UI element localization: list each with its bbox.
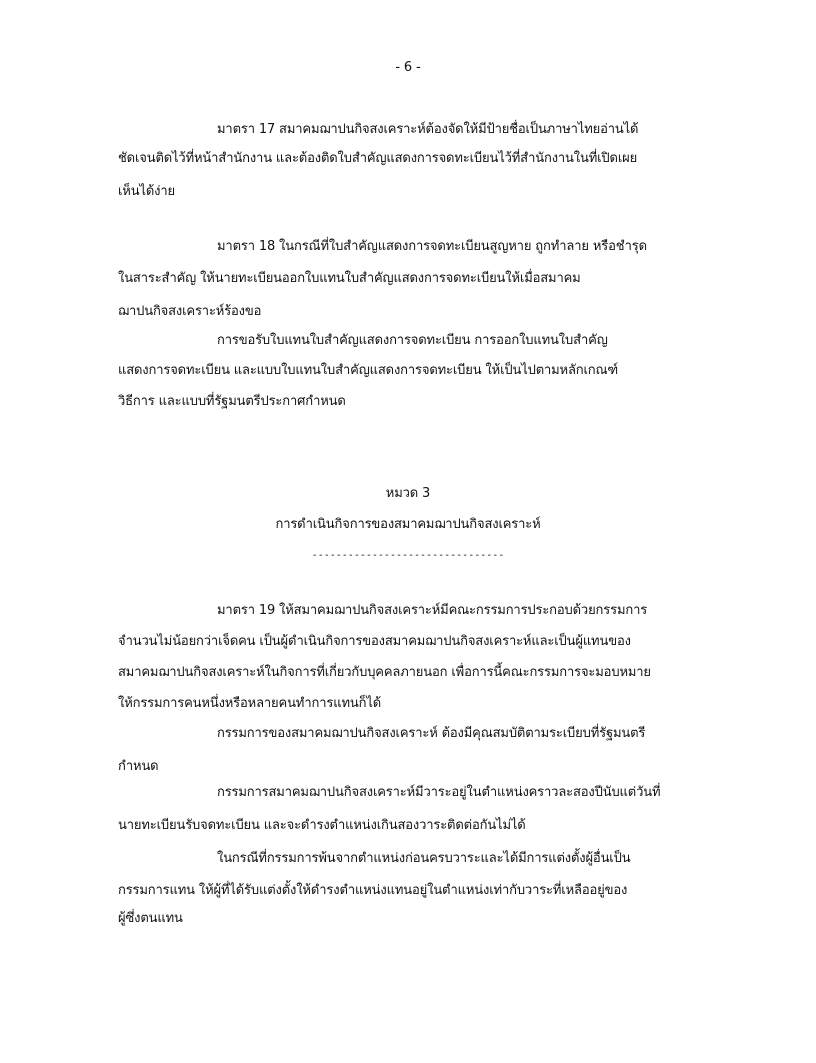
section-18-line: ในสาระสำคัญ ให้นายทะเบียนออกใบแทนใบสำคัญแสดงการจดทะเบียนให้เมื่อสมาคม bbox=[118, 271, 581, 286]
section-17-line: เห็นได้ง่าย bbox=[118, 184, 175, 199]
section-19-line: ให้กรรมการคนหนึ่งหรือหลายคนทำการแทนก็ได้ bbox=[118, 696, 382, 711]
section-19-line: นายทะเบียนรับจดทะเบียน และจะดำรงตำแหน่งเกินสองวาระติดต่อกันไม่ได้ bbox=[118, 818, 526, 833]
section-17-line: มาตรา 17 สมาคมฌาปนกิจสงเคราะห์ต้องจัดให้มีป้ายชื่อเป็นภาษาไทยอ่านได้ bbox=[217, 122, 639, 137]
section-17-line: ชัดเจนติดไว้ที่หน้าสำนักงาน และต้องติดใบสำคัญแสดงการจดทะเบียนไว้ที่สำนักงานในที่เปิดเผย bbox=[118, 151, 638, 166]
chapter-title: การดำเนินกิจการของสมาคมฌาปนกิจสงเคราะห์ bbox=[275, 517, 541, 532]
section-19-line: ในกรณีที่กรรมการพ้นจากตำแหน่งก่อนครบวาระและได้มีการแต่งตั้งผู้อื่นเป็น bbox=[217, 851, 631, 866]
section-19-line: กรรมการสมาคมฌาปนกิจสงเคราะห์มีวาระอยู่ในตำแหน่งคราวละสองปีนับแต่วันที่ bbox=[217, 785, 661, 800]
chapter-heading: หมวด 3 bbox=[385, 486, 431, 501]
section-18-line: มาตรา 18 ในกรณีที่ใบสำคัญแสดงการจดทะเบียนสูญหาย ถูกทำลาย หรือชำรุด bbox=[217, 239, 647, 254]
section-19-line: ผู้ซึ่งตนแทน bbox=[118, 911, 183, 926]
page-number: - 6 - bbox=[395, 60, 421, 75]
chapter-separator: -------------------------------- bbox=[311, 550, 505, 561]
section-18-line: ฌาปนกิจสงเคราะห์ร้องขอ bbox=[118, 304, 262, 319]
section-19-line: กรรมการแทน ให้ผู้ที่ได้รับแต่งตั้งให้ดำรงตำแหน่งแทนอยู่ในตำแหน่งเท่ากับวาระที่เหลืออยู่ของ bbox=[118, 883, 628, 898]
section-18-line: แสดงการจดทะเบียน และแบบใบแทนใบสำคัญแสดงการจดทะเบียน ให้เป็นไปตามหลักเกณฑ์ bbox=[118, 363, 619, 378]
section-18-line: การขอรับใบแทนใบสำคัญแสดงการจดทะเบียน การออกใบแทนใบสำคัญ bbox=[217, 333, 608, 348]
section-19-line: สมาคมฌาปนกิจสงเคราะห์ในกิจการที่เกี่ยวกับบุคคลภายนอก เพื่อการนี้คณะกรรมการจะมอบหมาย bbox=[118, 665, 651, 680]
section-19-line: มาตรา 19 ให้สมาคมฌาปนกิจสงเคราะห์มีคณะกรรมการประกอบด้วยกรรมการ bbox=[217, 603, 648, 618]
section-19-line: กำหนด bbox=[118, 759, 159, 774]
section-19-line: กรรมการของสมาคมฌาปนกิจสงเคราะห์ ต้องมีคุณสมบัติตามระเบียบที่รัฐมนตรี bbox=[217, 726, 646, 741]
section-18-line: วิธีการ และแบบที่รัฐมนตรีประกาศกำหนด bbox=[118, 394, 346, 409]
section-19-line: จำนวนไม่น้อยกว่าเจ็ดคน เป็นผู้ดำเนินกิจการของสมาคมฌาปนกิจสงเคราะห์และเป็นผู้แทนของ bbox=[118, 634, 631, 649]
